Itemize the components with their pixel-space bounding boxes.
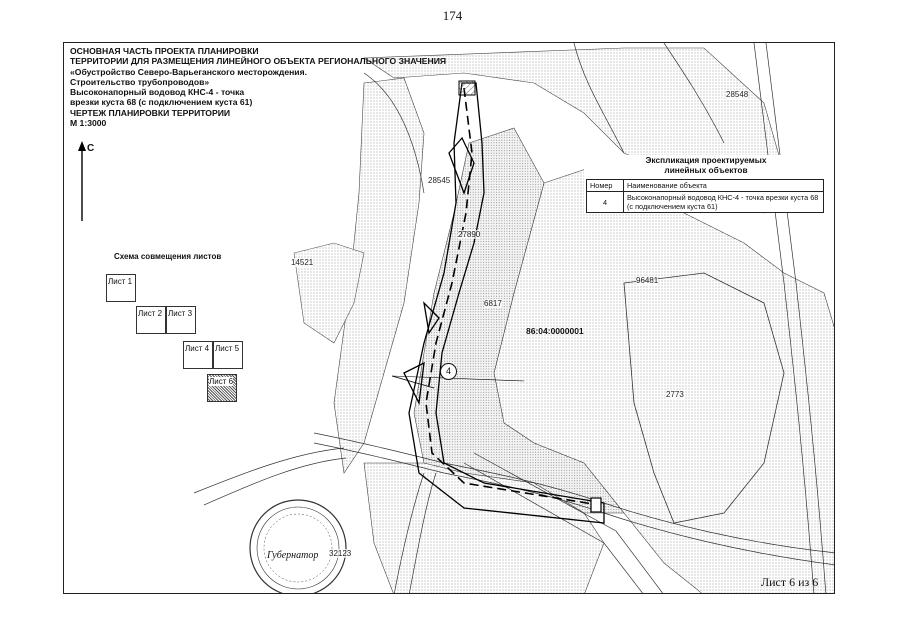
- stamp-text: Губернатор: [267, 550, 319, 561]
- title-line: ЧЕРТЕЖ ПЛАНИРОВКИ ТЕРРИТОРИИ: [70, 107, 231, 118]
- parcel-label: 14521: [291, 258, 314, 267]
- title-line: Высоконапорный водовод КНС-4 - точка: [70, 87, 245, 98]
- parcel-label: 28548: [726, 90, 749, 99]
- sheet-2: Лист 2: [136, 306, 166, 334]
- sheet-6-active: Лист 6: [207, 374, 237, 402]
- parcel-label: 28545: [428, 176, 451, 185]
- title-line: врезки куста 68 (с подключением куста 61): [70, 97, 253, 108]
- table-row: [587, 192, 824, 213]
- sheet-3: Лист 3: [166, 306, 196, 334]
- sheet-scheme-title: Схема совмещения листов: [114, 252, 222, 261]
- parcel-label: 32123: [329, 549, 352, 558]
- sheet-4: Лист 4: [183, 341, 213, 369]
- legend-explication: [584, 155, 828, 213]
- sheet-counter: Лист 6 из 6: [761, 575, 819, 589]
- parcel-label: 6817: [484, 299, 502, 308]
- well-pad-end: [591, 498, 601, 512]
- page-number: 174: [442, 8, 463, 23]
- title-block: [70, 46, 446, 128]
- title-line: М 1:3000: [70, 118, 107, 129]
- title-line: «Обустройство Северо-Варьеганского месторождения.: [70, 66, 307, 77]
- legend-cell-number: 4: [587, 192, 624, 213]
- parcel-label: 2773: [666, 390, 684, 399]
- sheet-5: Лист 5: [213, 341, 243, 369]
- north-letter: С: [87, 143, 95, 154]
- legend-title-line: линейных объектов: [664, 165, 748, 175]
- map-frame: [63, 42, 835, 594]
- legend-table: [586, 179, 824, 213]
- parcel-label: 96481: [636, 276, 659, 285]
- title-line: ТЕРРИТОРИИ ДЛЯ РАЗМЕЩЕНИЯ ЛИНЕЙНОГО ОБЪЕКТА РЕГИОНАЛЬНОГО ЗНАЧЕНИЯ: [70, 56, 447, 67]
- route-marker: 4: [440, 363, 457, 380]
- title-line: ОСНОВНАЯ ЧАСТЬ ПРОЕКТА ПЛАНИРОВКИ: [70, 46, 259, 56]
- legend-header-name: Наименование объекта: [624, 180, 824, 192]
- well-pad-start: [459, 81, 475, 95]
- title-line: Строительство трубопроводов»: [70, 76, 210, 87]
- legend-title: [584, 155, 828, 175]
- legend-cell-name: Высоконапорный водовод КНС-4 - точка врезки куста 68 (с подключением куста 61): [624, 192, 824, 213]
- legend-header-number: Номер: [587, 180, 624, 192]
- legend-title-line: Экспликация проектируемых: [645, 155, 767, 165]
- sheet-1: Лист 1: [106, 274, 136, 302]
- parcel-label: 27890: [458, 230, 481, 239]
- cadastral-number: 86:04:0000001: [526, 326, 584, 336]
- stamp-seal: [250, 500, 346, 594]
